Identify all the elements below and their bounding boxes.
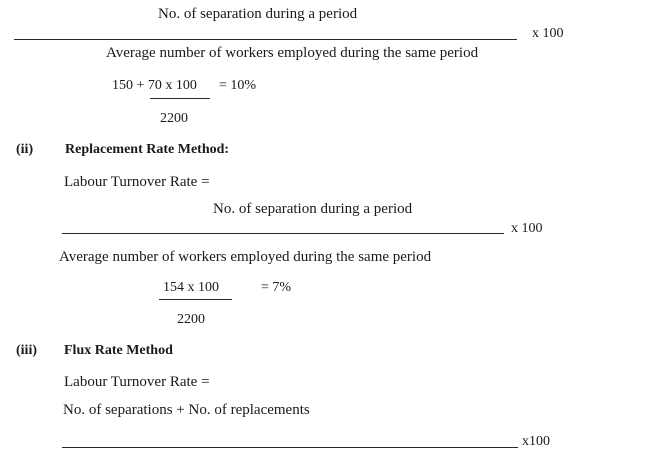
section-number: (iii) [16,343,37,358]
separation-numerator: No. of separation during a period [213,201,413,217]
fraction-rule [62,233,504,234]
separation-denominator: Average number of workers employed during the same period [59,249,432,265]
rate-label: Labour Turnover Rate = [64,374,210,390]
flux-numerator: No. of separations + No. of replacements [63,402,310,418]
fraction-rule [14,39,517,40]
calc-numerator: 154 x 100 [163,280,219,295]
multiplier-text: x100 [522,434,550,449]
calc-denominator: 2200 [177,312,205,327]
calc-fraction-rule [150,98,210,99]
calc-fraction-rule [159,299,232,300]
section-title: Replacement Rate Method: [65,142,230,157]
calc-result: = 7% [261,280,292,295]
section-title: Flux Rate Method [64,343,173,358]
separation-denominator: Average number of workers employed during the same period [106,45,479,61]
multiplier-text: x 100 [532,26,564,41]
calc-denominator: 2200 [160,111,188,126]
fraction-rule [62,447,518,448]
calc-numerator: 150 + 70 x 100 [112,78,197,93]
rate-label: Labour Turnover Rate = [64,174,210,190]
separation-numerator: No. of separation during a period [158,6,358,22]
calc-result: = 10% [219,78,257,93]
multiplier-text: x 100 [511,221,543,236]
section-number: (ii) [16,142,34,157]
